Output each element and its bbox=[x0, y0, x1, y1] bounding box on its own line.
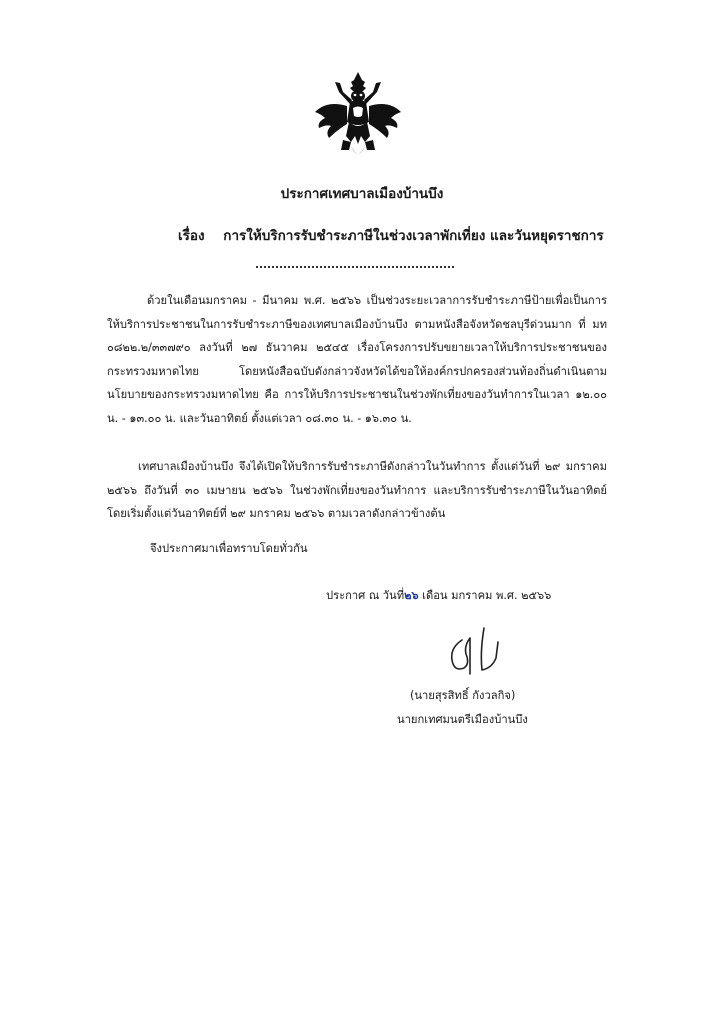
garuda-emblem-icon bbox=[313, 70, 403, 162]
paragraph-2: เทศบาลเมืองบ้านบึง จึงได้เปิดให้บริการรับชำระภาษีดังกล่าวในวันทำการ ตั้งแต่วันที่ ๒๙ มกราคม ๒๕๖๖ ถึงวันที่ ๓๐ เมษายน ๒๕๖๖ ในช่วงพักเที่ยงของวันทำการ และบริการรับชำระภาษีในวันอาทิตย์ โดยเริ่มตั้งแต่วันอาทิตย์ที่ ๒๙ มกราคม ๒๕๖๖ ตามเวลาดังกล่าวข้างต้น bbox=[107, 460, 607, 521]
handwritten-signature bbox=[440, 618, 520, 678]
date-suffix: เดือน มกราคม พ.ศ. ๒๕๖๖ bbox=[422, 589, 552, 602]
subject-text: การให้บริการรับชำระภาษีในช่วงเวลาพักเที่ยง และวันหยุดราชการ bbox=[223, 228, 604, 244]
date-prefix: ประกาศ ณ วันที่ bbox=[326, 589, 405, 602]
document-title: ประกาศเทศบาลเมืองบ้านบึง bbox=[280, 186, 444, 202]
signer-position: นายกเทศมนตรีเมืองบ้านบึง bbox=[397, 713, 528, 726]
subject-label: เรื่อง bbox=[178, 228, 205, 244]
dotted-divider bbox=[256, 266, 454, 268]
paragraph-1: ด้วยในเดือนมกราคม - มีนาคม พ.ศ. ๒๕๖๖ เป็นช่วงระยะเวลาการรับชำระภาษีป้ายเพื่อเป็นการให้บริการประชาชนในการรับชำระภาษีของเทศบาลเมืองบ้านบึง ตามหนังสือจังหวัดชลบุรีด่วนมาก ที่ มท ๐๘๒๒.๒/๓๓๗๙๐ ลงวันที่ ๒๗ ธันวาคม ๒๕๔๕ เรื่องโครงการปรับขยายเวลาให้บริการประชาชนของกระทรวงมหาดไทย โดยหนังสือฉบับดังกล่าวจังหวัดได้ขอให้องค์กรปกครองส่วนท้องถิ่นดำเนินตามนโยบายของกระทรวงมหาดไทย คือ การให้บริการประชาชนในช่วงพักเที่ยงของวันทำการในเวลา ๑๒.๐๐ น. - ๑๓.๐๐ น. และวันอาทิตย์ ตั้งแต่เวลา ๐๘.๓๐ น. - ๑๖.๓๐ น. bbox=[107, 294, 607, 425]
paragraph-3: จึงประกาศมาเพื่อทราบโดยทั่วกัน bbox=[150, 542, 308, 555]
document-subject bbox=[178, 224, 604, 246]
announcement-date bbox=[326, 586, 551, 604]
signer-name: (นายสุรสิทธิ์ กังวลกิจ) bbox=[410, 689, 516, 702]
date-day: ๒๖ bbox=[404, 589, 419, 602]
